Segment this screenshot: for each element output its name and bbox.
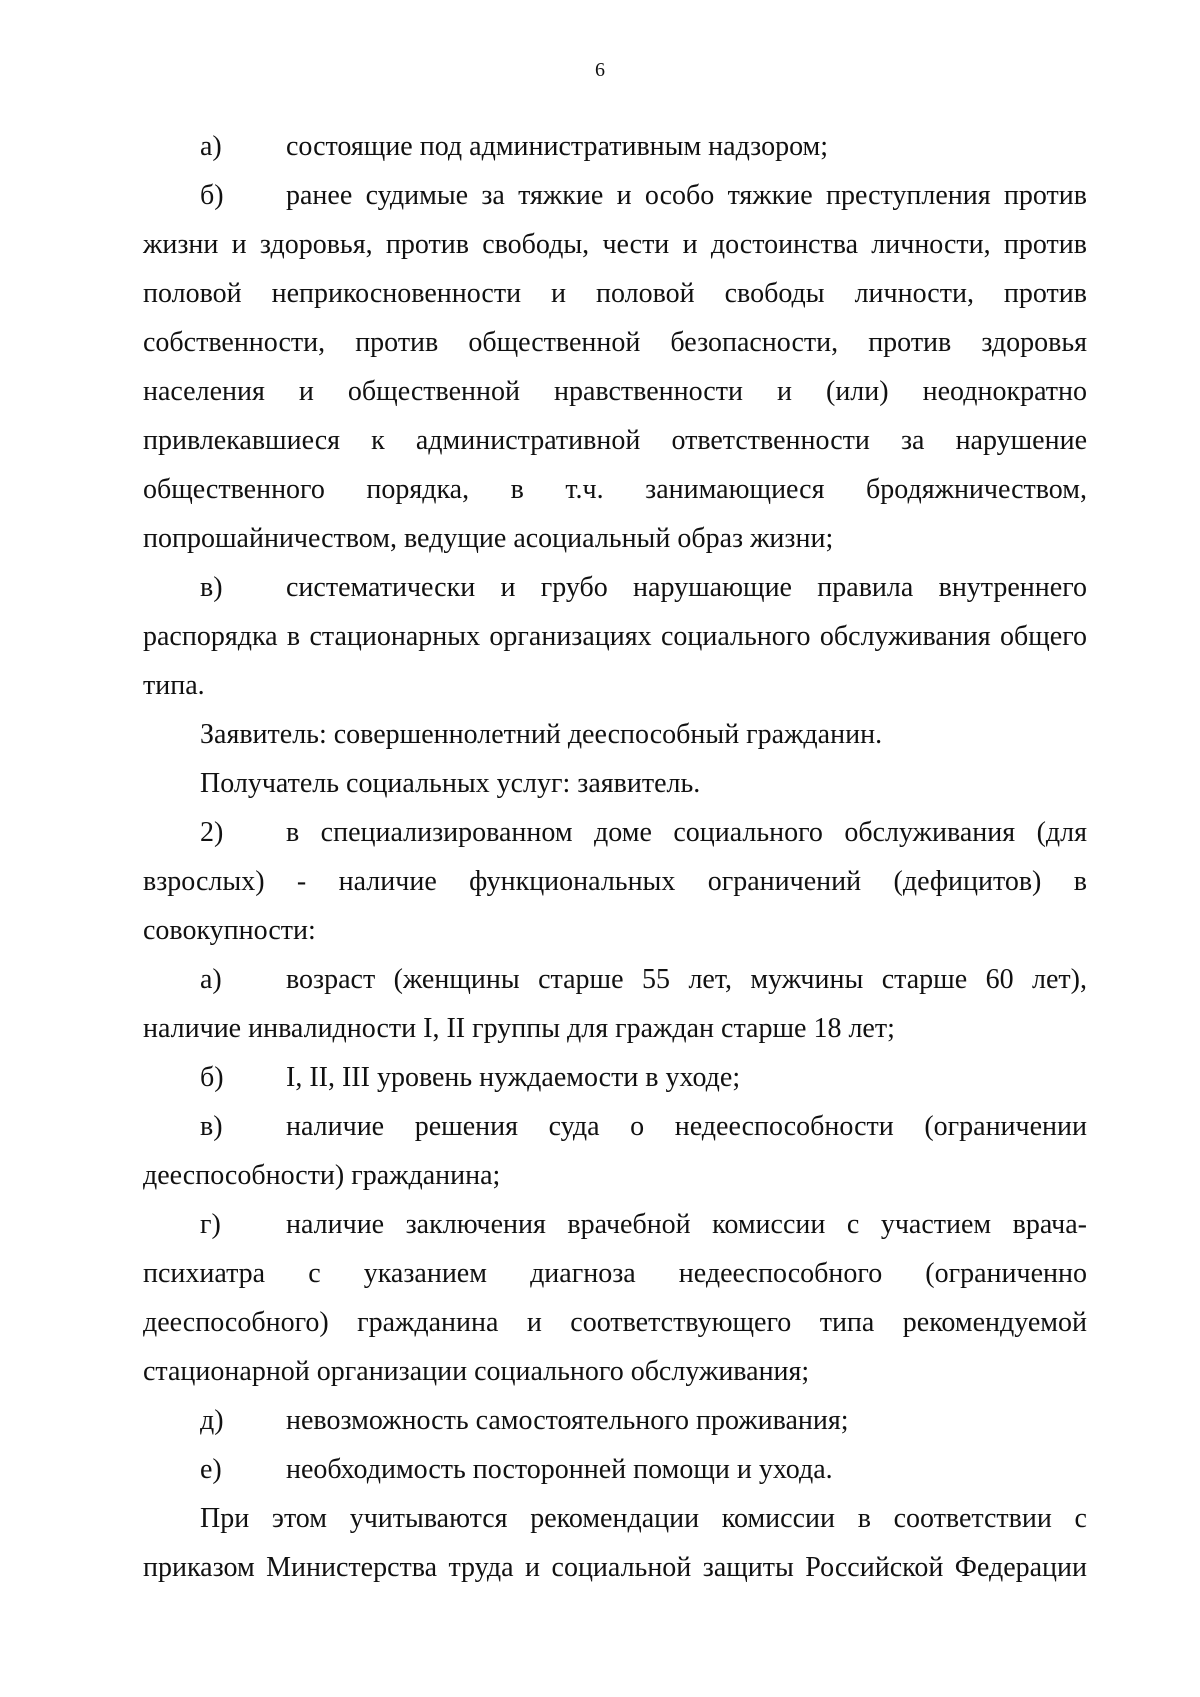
list-item-text: систематически и грубо нарушающие правила внутреннего распорядка в стационарных организациях социального обслуживания общего типа. <box>143 572 1087 701</box>
list-item-text: I, II, III уровень нуждаемости в уходе; <box>286 1062 741 1093</box>
list-item-text: невозможность самостоятельного проживания; <box>286 1405 849 1436</box>
list-item-text: необходимость посторонней помощи и ухода. <box>286 1454 833 1485</box>
list-item-text: ранее судимые за тяжкие и особо тяжкие преступления против жизни и здоровья, против свободы, чести и достоинства личности, против половой неприкосновенности и половой свободы личности, против собственности, против общественной безопасности, против здоровья населения и общественной нравственности и (или) неоднократно привлекавшиеся к административной ответственности за нарушение общественного порядка, в т.ч. занимающиеся бродяжничеством, попрошайничеством, ведущие асоциальный образ жизни; <box>143 180 1087 554</box>
list-marker: в) <box>200 1111 223 1142</box>
list-item <box>143 955 1087 1053</box>
closing-paragraph: При этом учитываются рекомендации комиссии в соответствии с приказом Министерства труда и социальной защиты Российской Федерации <box>143 1503 1087 1583</box>
list-item <box>143 1102 1087 1200</box>
list-item <box>143 808 1087 955</box>
list-item <box>143 1200 1087 1396</box>
list-marker: а) <box>200 964 222 995</box>
list-marker: е) <box>200 1454 222 1485</box>
list-item-text: в специализированном доме социального обслуживания (для взрослых) - наличие функциональных ограничений (дефицитов) в совокупности: <box>143 817 1087 946</box>
list-item-text: наличие решения суда о недееспособности (ограничении дееспособности) гражданина; <box>143 1111 1087 1191</box>
applicant-paragraph: Заявитель: совершеннолетний дееспособный гражданин. <box>200 719 883 750</box>
list-item-text: возраст (женщины старше 55 лет, мужчины старше 60 лет), наличие инвалидности I, II группы для граждан старше 18 лет; <box>143 964 1087 1044</box>
list-item <box>143 1396 1087 1445</box>
list-item-text: состоящие под административным надзором; <box>286 131 829 162</box>
list-item <box>143 1053 1087 1102</box>
list-marker: в) <box>200 572 223 603</box>
recipient-paragraph: Получатель социальных услуг: заявитель. <box>200 768 701 799</box>
list-item <box>143 122 1087 171</box>
list-marker: а) <box>200 131 222 162</box>
list-marker: б) <box>200 180 224 211</box>
page-number: 6 <box>595 59 605 81</box>
list-item <box>143 171 1087 563</box>
list-item <box>143 1445 1087 1494</box>
list-item <box>143 563 1087 710</box>
list-marker: г) <box>200 1209 221 1240</box>
list-marker: 2) <box>200 817 224 848</box>
document-body <box>143 122 1087 1592</box>
list-marker: б) <box>200 1062 224 1093</box>
list-item-text: наличие заключения врачебной комиссии с участием врача-психиатра с указанием диагноза недееспособного (ограниченно дееспособного) гражданина и соответствующего типа рекомендуемой стационарной организации социального обслуживания; <box>143 1209 1087 1387</box>
list-marker: д) <box>200 1405 224 1436</box>
